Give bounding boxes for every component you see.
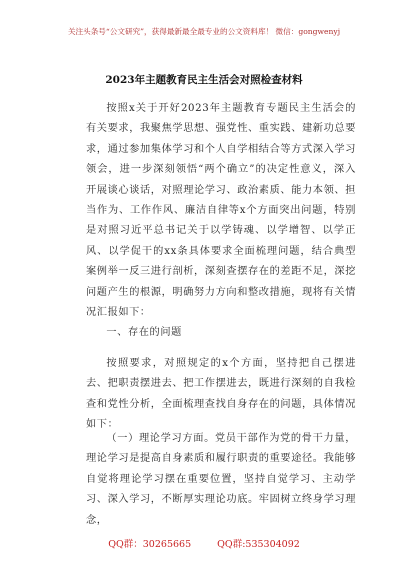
section-heading-block xyxy=(86,323,356,343)
section-heading: 一、存在的问题 xyxy=(106,327,182,338)
footer-contact xyxy=(0,536,408,550)
requirements-paragraph-block xyxy=(86,354,356,436)
intro-paragraph-block xyxy=(86,99,356,323)
theory-study-paragraph: （一）理论学习方面。党员干部作为党的骨干力量，理论学习是提高自身素质和履行职责的重要途径。我能够自觉将理论学习摆在重要位置，坚持自觉学习、主动学习、深入学习，不断厚实理论功底。牢固树立终身学习理念， xyxy=(86,433,356,526)
footer-qq-group-1: QQ群：30265665 xyxy=(108,539,192,550)
document-title: 2023年主题教育民主生活会对照检查材料 xyxy=(105,74,303,86)
requirements-paragraph: 按照要求，对照规定的x个方面，坚持把自己摆进去、把职责摆进去、把工作摆进去，既进行深刻的自我检查和党性分析，全面梳理查找自身存在的问题，具体情况如下： xyxy=(86,358,356,431)
intro-paragraph: 按照x关于开好2023年主题教育专题民主生活会的有关要求，我聚焦学思想、强党性、重实践、建新功总要求，通过参加集体学习和个人自学相结合等方式深入学习领会，进一步深刻领悟“两个确立”的决定性意义，深入开展谈心谈话，对照理论学习、政治素质、能力本领、担当作为、工作作风、廉洁自律等x个方面突出问题，特别是对照习近平总书记关于以学铸魂、以学增智、以学正风、以学促干的xx条具体要求全面梳理问题，结合典型案例举一反三进行剖析，深刻查摆存在的差距不足，深挖问题产生的根源，明确努力方向和整改措施，现将有关情况汇报如下： xyxy=(86,103,356,319)
theory-study-paragraph-block xyxy=(86,429,356,531)
footer-qq-group-2: QQ群:535304092 xyxy=(217,539,300,550)
header-banner: 关注头条号“公文研究”，获得最新最全最专业的公文资料库！ 微信：gongwenyj xyxy=(67,27,341,36)
